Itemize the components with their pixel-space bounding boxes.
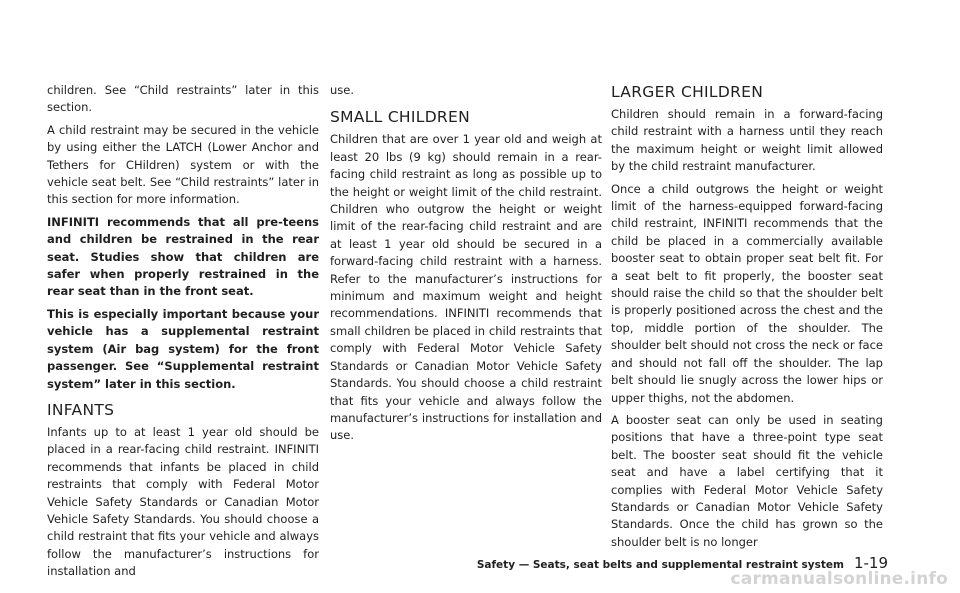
paragraph: Children should remain in a forward-facing child restraint with a harness until they reach the maximum height or weight limit allowed by the child restraint manufacturer. xyxy=(611,107,883,174)
section-heading-infants: INFANTS xyxy=(47,400,115,419)
paragraph: children. See “Child restraints” later in this section. xyxy=(47,83,319,115)
paragraph: A child restraint may be secured in the vehicle by using either the LATCH (Lower Anchor and Tethers for CHildren) system or with the vehicle seat belt. See “Child restraints” later in this section for more information. xyxy=(47,122,319,207)
column-left xyxy=(47,82,319,586)
section-heading-small-children: SMALL CHILDREN xyxy=(330,108,470,127)
footer-section-title: Safety — Seats, seat belts and supplemental restraint system xyxy=(476,559,844,571)
section-heading-larger-children: LARGER CHILDREN xyxy=(611,83,764,101)
bold-paragraph: This is especially important because your vehicle has a supplemental restraint system (Air bag system) for the front passenger. See “Supplemental restraint system” later in this section. xyxy=(47,306,319,391)
paragraph: use. xyxy=(330,83,355,97)
paragraph: Infants up to at least 1 year old should be placed in a rear-facing child restraint. INFINITI recommends that infants be placed in child restraints that comply with Federal Motor Vehicle Safety Standards or Canadian Motor Vehicle Safety Standards. You should choose a child restraint that fits your vehicle and always follow the manufacturer’s instructions for installation and xyxy=(47,424,319,579)
page-number: 1-19 xyxy=(853,554,888,572)
watermark: carmanualsonline.info xyxy=(730,569,948,589)
column-right xyxy=(611,82,883,556)
paragraph: Children that are over 1 year old and weigh at least 20 lbs (9 kg) should remain in a rear-facing child restraint as long as possible up to the height or weight limit of the child restraint. Children who outgrow the height or weight limit of the rear-facing child restraint and are at least 1 year old should be secured in a forward-facing child restraint with a harness. Refer to the manufacturer’s instructions for minimum and maximum weight and height recommendations. INFINITI recommends that small children be placed in child restraints that comply with Federal Motor Vehicle Safety Standards or Canadian Motor Vehicle Safety Standards. You should choose a child restraint that fits your vehicle and always follow the manufacturer’s instructions for installation and use. xyxy=(330,132,602,443)
paragraph: A booster seat can only be used in seating positions that have a three-point type seat belt. The booster seat should fit the vehicle seat and have a label certifying that it complies with Federal Motor Vehicle Safety Standards or Canadian Motor Vehicle Safety Standards. Once the child has grown so the shoulder belt is no longer xyxy=(611,412,883,549)
bold-paragraph: INFINITI recommends that all pre-teens and children be restrained in the rear seat. Studies show that children are safer when properly restrained in the rear seat than in the front seat. xyxy=(47,214,319,299)
paragraph: Once a child outgrows the height or weight limit of the harness-equipped forward-facing child restraint, INFINITI recommends that the child be placed in a commercially available booster seat to obtain proper seat belt fit. For a seat belt to fit properly, the booster seat should raise the child so that the shoulder belt is properly positioned across the chest and the top, middle portion of the shoulder. The shoulder belt should not cross the neck or face and should not fall off the shoulder. The lap belt should lie snugly across the lower hips or upper thighs, not the abdomen. xyxy=(611,181,883,405)
column-middle xyxy=(330,82,602,450)
